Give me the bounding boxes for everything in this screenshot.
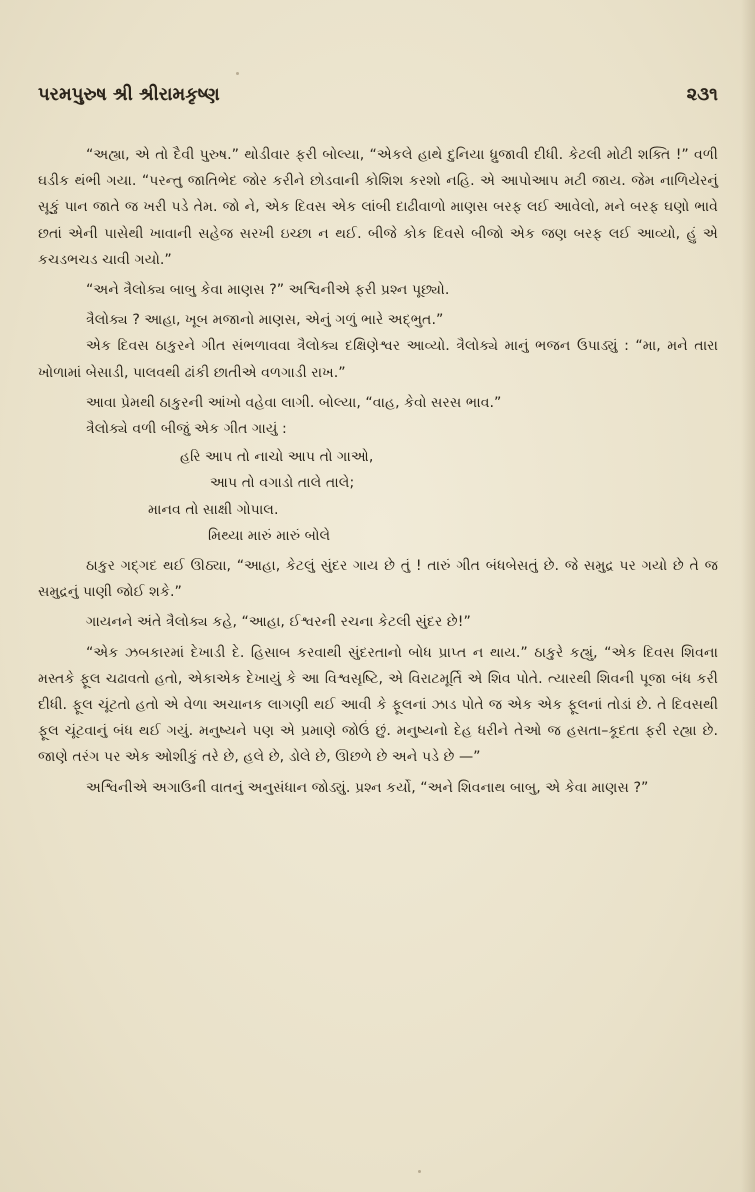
verse-line: આપ તો વગાડો તાલે તાલે; <box>210 475 355 492</box>
paragraph: ગાયનને અંતે ત્રૈલોક્ય કહે, “આહા, ઈશ્વરની રચના કેટલી સુંદર છે!” <box>86 614 471 631</box>
verse-line: મિથ્યા મારું મારું બોલે <box>208 527 331 544</box>
paragraph: અશ્વિનીએ અગાઉની વાતનું અનુસંધાન જોડ્યું. પ્રશ્ન કર્યો, “અને શિવનાથ બાબુ, એ કેવા માણસ ?” <box>86 779 649 796</box>
paper-speck <box>236 72 239 75</box>
song-verse <box>38 444 718 549</box>
body-text <box>38 142 718 1152</box>
paragraph: “અને ત્રૈલોક્ય બાબુ કેવા માણસ ?” અશ્વિનીએ ફરી પ્રશ્ન પૂછ્યો. <box>86 282 450 299</box>
paragraph: ત્રૈલોક્ય ? આહા, ખૂબ મજાનો માણસ, એનું ગળું ભારે અદ્‌ભુત.” <box>86 312 444 329</box>
page-header <box>38 84 718 114</box>
running-title: પરમપુરુષ શ્રી શ્રીરામકૃષ્ણ <box>38 84 220 105</box>
paragraph: “એક ઝબકારમાં દેખાડી દે. હિસાબ કરવાથી સુંદરતાનો બોધ પ્રાપ્ત ન થાય.” ઠાકુરે કહ્યું, “એક દિવસ શિવના મસ્તકે ફૂલ ચઢાવતો હતો, એકાએક દેખાયું કે આ વિશ્વસૃષ્ટિ, એ વિરાટમૂર્તિ એ શિવ પોતે. ત્યારથી શિવની પૂજા બંધ કરી દીધી. ફૂલ ચૂંટતો હતો એ વેળા અચાનક લાગણી થઈ આવી કે ફૂલનાં ઝાડ પોતે જ એક એક ફૂલનાં તોડાં છે. તે દિવસથી ફૂલ ચૂંટવાનું બંધ થઈ ગયું. મનુષ્યને પણ એ પ્રમાણે જોઉં છું. મનુષ્યનો દેહ ધરીને તેઓ જ હસતા–કૂદતા ફરી રહ્યા છે. જાણે તરંગ પર એક ઓશીકું તરે છે, હલે છે, ડોલે છે, ઊછળે છે અને પડે છે —” <box>38 644 718 766</box>
paper-speck <box>418 1170 421 1173</box>
paragraph: આવા પ્રેમથી ઠાકુરની આંખો વહેવા લાગી. બોલ્યા, “વાહ, કેવો સરસ ભાવ.” <box>86 394 502 411</box>
paragraph: એક દિવસ ઠાકુરને ગીત સંભળાવવા ત્રૈલોક્ય દક્ષિણેશ્વર આવ્યો. ત્રૈલોક્યે માનું ભજન ઉપાડ્યું : “મા, મને તારા ખોળામાં બેસાડી, પાલવથી ઢાંકી છાતીએ વળગાડી રાખ.” <box>38 338 718 381</box>
page-edge-shadow <box>741 0 755 1192</box>
page-number: ૨૩૧ <box>686 84 718 105</box>
paragraph: “અહ્યા, એ તો દૈવી પુરુષ.” થોડીવાર ફરી બોલ્યા, “એકલે હાથે દુનિયા ધ્રુજાવી દીધી. કેટલી મોટી શક્તિ !” વળી ઘડીક થંભી ગયા. “પરન્તુ જાતિભેદ જોર કરીને છોડવાની કોશિશ કરશો નહિ. એ આપોઆપ મટી જાય. જેમ નાળિયેરનું સૂકું પાન જાતે જ ખરી પડે તેમ. જો ને, એક દિવસ એક લાંબી દાઢીવાળો માણસ બરફ લઈ આવેલો, મને બરફ ઘણો ભાવે છતાં એની પાસેથી ખાવાની સહેજ સરખી ઇચ્છા ન થઈ. બીજે કોક દિવસે બીજો એક જણ બરફ લઈ આવ્યો, હું એ કચડભચડ ચાવી ગયો.” <box>38 147 718 268</box>
verse-line: માનવ તો સાક્ષી ગોપાલ. <box>148 501 279 518</box>
paragraph: ત્રૈલોક્યે વળી બીજું એક ગીત ગાયું : <box>86 421 287 438</box>
paragraph: ઠાકુર ગદ્‌ગદ થઈ ઊઠ્યા, “આહા, કેટલું સુંદર ગાય છે તું ! તારું ગીત બંધબેસતું છે. જે સમુદ્ર પર ગયો છે તે જ સમુદ્રનું પાણી જોઈ શકે.” <box>38 558 718 601</box>
verse-line: હરિ આપ તો નાચો આપ તો ગાઓ, <box>180 449 374 466</box>
